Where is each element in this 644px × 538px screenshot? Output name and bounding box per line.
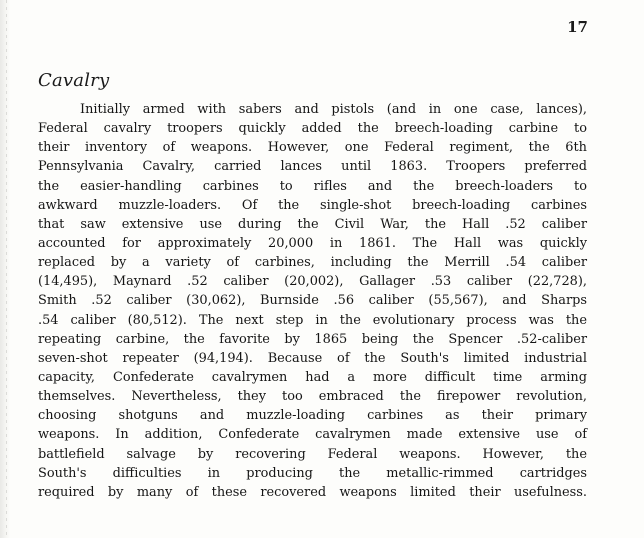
- paragraph-line: their inventory of weapons. However, one Federal regiment, the 6th: [38, 140, 587, 156]
- paragraph-line: the easier-handling carbines to rifles and the breech-loaders to: [38, 178, 587, 194]
- section-heading: Cavalry: [38, 70, 110, 91]
- paragraph-line: (14,495), Maynard .52 caliber (20,002), Gallager .53 caliber (22,728),: [38, 274, 587, 290]
- paragraph-line: weapons. In addition, Confederate cavalrymen made extensive use of: [38, 427, 587, 443]
- paragraph-line: required by many of these recovered weapons limited their usefulness.: [38, 484, 587, 500]
- paragraph-line: South's difficulties in producing the metallic-rimmed cartridges: [38, 465, 587, 481]
- page-binding-edge: [0, 0, 10, 538]
- paragraph-line: Smith .52 caliber (30,062), Burnside .56 caliber (55,567), and Sharps: [38, 293, 587, 309]
- body-paragraph: [38, 100, 587, 502]
- paragraph-line: capacity, Confederate cavalrymen had a more difficult time arming: [38, 369, 587, 385]
- paragraph-line: themselves. Nevertheless, they too embraced the firepower revolution,: [38, 389, 587, 405]
- paragraph-line: awkward muzzle-loaders. Of the single-shot breech-loading carbines: [38, 197, 587, 213]
- paragraph-line: battlefield salvage by recovering Federal weapons. However, the: [38, 446, 587, 462]
- paragraph-line: accounted for approximately 20,000 in 1861. The Hall was quickly: [38, 235, 587, 251]
- paragraph-line: .54 caliber (80,512). The next step in the evolutionary process was the: [38, 312, 587, 328]
- paragraph-line: Pennsylvania Cavalry, carried lances until 1863. Troopers preferred: [38, 159, 587, 175]
- paragraph-line: repeating carbine, the favorite by 1865 being the Spencer .52-caliber: [38, 331, 587, 347]
- paragraph-line: choosing shotguns and muzzle-loading carbines as their primary: [38, 408, 587, 424]
- paragraph-line: Initially armed with sabers and pistols (and in one case, lances),: [80, 102, 587, 117]
- paragraph-line: replaced by a variety of carbines, including the Merrill .54 caliber: [38, 255, 587, 271]
- paragraph-line: that saw extensive use during the Civil War, the Hall .52 caliber: [38, 216, 587, 232]
- paragraph-line: Federal cavalry troopers quickly added the breech-loading carbine to: [38, 121, 587, 137]
- page-number: 17: [567, 18, 588, 36]
- paragraph-line: seven-shot repeater (94,194). Because of the South's limited industrial: [38, 350, 587, 366]
